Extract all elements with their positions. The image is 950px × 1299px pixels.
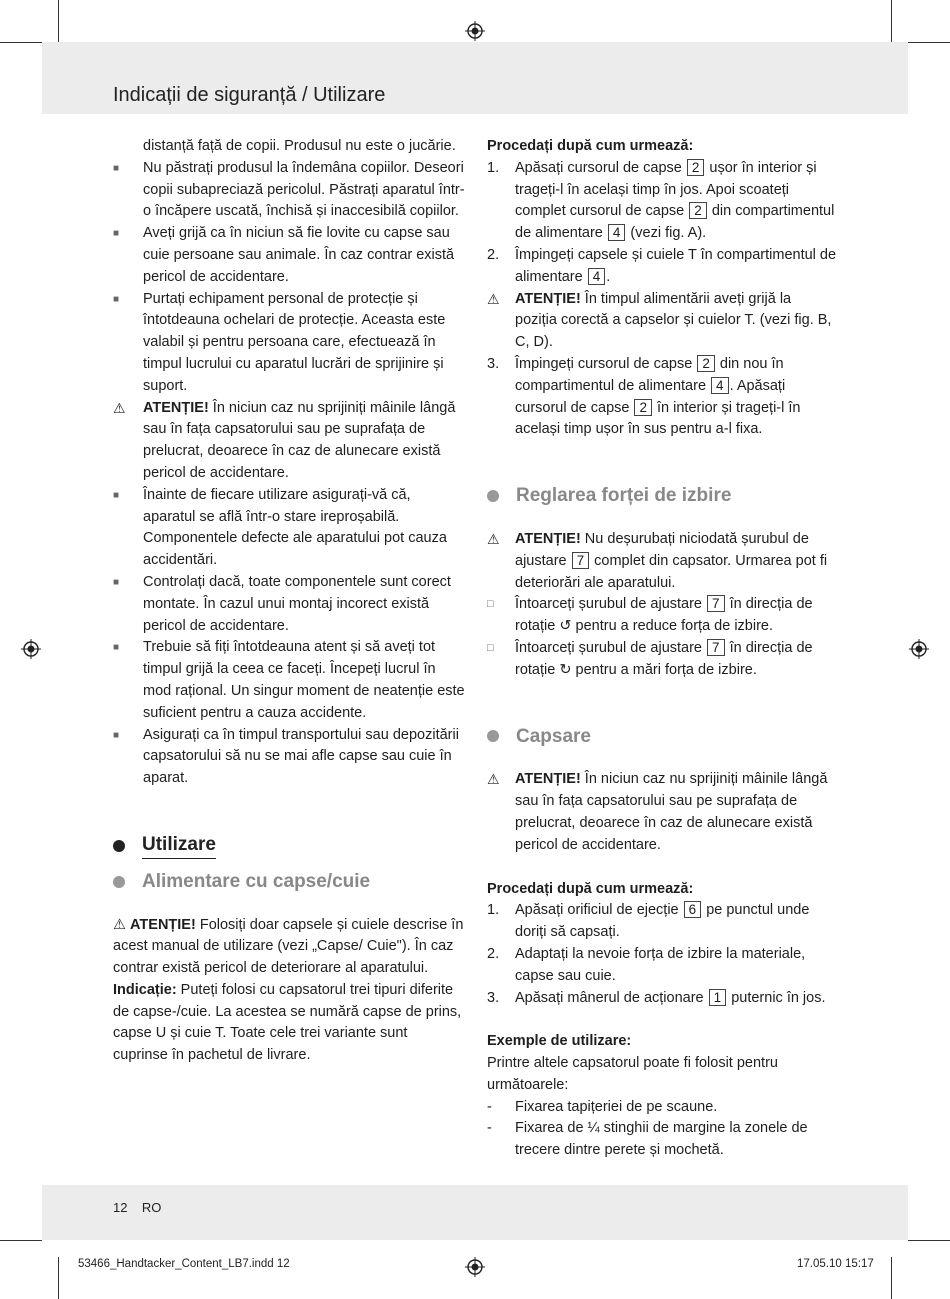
list-item: ■ Trebuie să fiți întotdeauna atent și să aveți tot timpul grijă la ceea ce faceți. Începeți lucrul în mod rațional. Un singur moment de neatenție este suficient pentru a cauza accidente. [113,637,465,724]
registration-mark-icon [465,21,485,41]
examples-intro: Printre altele capsatorul poate fi folosit pentru următoarele: [487,1055,778,1093]
part-number-box: 2 [689,202,707,219]
crop-mark [0,42,42,43]
rotate-ccw-icon: ↺ [559,618,572,635]
list-item: - Fixarea de ¼ stinghii de margine la zonele de trecere dintre perete și mochetă. [487,1118,837,1162]
square-bullet-icon: ■ [113,642,120,654]
warning-item: ⚠ ATENȚIE! Nu deșurubați niciodată șurubul de ajustare 7 complet din capsator. Urmarea pot fi deteriorări ale aparatului. [487,529,837,594]
part-number-box: 2 [687,159,705,176]
list-item: ■ Asigurați ca în timpul transportului sau depozitării capsatorului să nu se mai afle capse sau cuie în aparat. [113,725,465,790]
step-item: 3. Apăsați mânerul de acționare 1 puternic în jos. [487,989,826,1006]
square-bullet-icon: ■ [113,729,120,741]
page-title: Indicații de siguranță / Utilizare [113,84,386,106]
part-number-box: 7 [572,552,590,569]
crop-mark [58,0,59,42]
list-item: - Fixarea tapițeriei de pe scaune. [487,1097,837,1119]
step-item: 1. Apăsați cursorul de capse 2 ușor în interior și trageți-l în același timp în jos. Apoi scoateți complet cursorul de capse 2 din compartimentul de alimentare 4 (vezi fig. A). [487,159,835,242]
warning-item: ⚠ ATENȚIE! În niciun caz nu sprijiniți mâinile lângă sau în fața capsatorului sau pe suprafața de prelucrat, deoarece în caz de alunecare există pericol de accidentare. [487,769,837,856]
examples-title: Exemple de utilizare: [487,1033,632,1050]
part-number-box: 4 [711,377,729,394]
warning-item: ⚠ ATENȚIE! În timpul alimentării aveți grijă la poziția corectă a capselor și cuielor T. (vezi fig. B, C, D). [487,289,837,354]
part-number-box: 1 [709,989,727,1006]
list-item: ■ Controlați dacă, toate componentele sunt corect montate. În cazul unui montaj incorect există pericol de accidentare. [113,572,465,637]
registration-mark-icon [465,1257,485,1277]
crop-mark [891,0,892,42]
list-item: ■ Înainte de fiecare utilizare asigurați-vă că, aparatul se află într-o stare ireproșabilă. Componentele defecte ale aparatului pot cauza accidentări. [113,485,465,572]
registration-mark-icon [21,639,41,659]
warning-triangle-icon: ⚠ [487,771,500,788]
slug-timestamp: 17.05.10 15:17 [797,1258,874,1270]
step-item: 1. Apăsați orificiul de ejecție 6 pe punctul unde doriți să capsați. [487,902,810,941]
footer-band [42,1185,908,1240]
rotate-cw-icon: ↻ [559,661,572,678]
list-item: ■ Purtați echipament personal de protecție și întotdeauna ochelari de protecție. Aceasta este valabil și pentru persoana care, efectuează în timpul lucrului cu aparatul lucrări de sprijinire și suport. [113,289,465,398]
square-bullet-icon: ■ [113,162,120,174]
warning-triangle-icon: ⚠ [113,399,126,416]
warning-triangle-icon: ⚠ [487,290,500,307]
warning-triangle-icon: ⚠ [113,916,131,933]
part-number-box: 4 [588,268,606,285]
list-item: distanță față de copii. Produsul nu este o jucărie. [143,138,456,154]
list-item: ■ Aveți grijă ca în niciun să fie lovite cu capse sau cuie persoane sau animale. În caz contrar există pericol de accidentare. [113,223,465,288]
crop-mark [891,1257,892,1299]
bullet-dot-icon [487,490,499,502]
bullet-dot-icon [113,876,125,888]
checkbox-bullet-icon: □ [487,598,494,611]
procedure-title: Procedați după cum urmează: [487,880,694,897]
crop-mark [0,1240,42,1241]
crop-mark [908,42,950,43]
dash-bullet-icon: - [487,1120,492,1137]
step-item: 3. Împingeți cursorul de capse 2 din nou în compartimentul de alimentare 4 . Apăsați cursorul de capse 2 în interior și trageți-l în același timp ușor în sus pentru a-l fixa. [487,355,801,438]
bullet-dot-icon [487,730,499,742]
part-number-box: 7 [707,595,725,612]
section-heading-reglarea: Reglarea forței de izbire [487,485,837,507]
checkbox-bullet-icon: □ [487,641,494,654]
right-column [487,136,837,1162]
list-item: ■ Nu păstrați produsul la îndemâna copiilor. Deseori copii subapreciază pericolul. Păstrați aparatul într-o încăpere uscată, închisă și inaccesibilă copiilor. [113,158,465,223]
part-number-box: 7 [707,639,725,656]
procedure-title: Procedați după cum urmează: [487,138,694,154]
page-number: 12 RO [113,1200,162,1215]
square-bullet-icon: ■ [113,228,120,240]
part-number-box: 2 [634,399,652,416]
part-number-box: 6 [684,901,702,918]
square-bullet-icon: ■ [113,293,120,305]
crop-mark [908,1240,950,1241]
part-number-box: 4 [608,224,626,241]
warning-paragraph: ⚠ ATENȚIE! Folosiți doar capsele și cuiele descrise în acest manual de utilizare (vezi „Capse/ Cuie"). În caz contrar există pericol de deteriorare al aparatului. [113,916,464,977]
registration-mark-icon [909,639,929,659]
square-bullet-icon: ■ [113,489,120,501]
section-heading-utilizare: Utilizare [113,834,465,859]
bullet-dot-icon [113,840,125,852]
crop-mark [58,1257,59,1299]
note-paragraph: Indicație: Puteți folosi cu capsatorul trei tipuri diferite de capse-/cuie. La acestea se numără capse de prins, capse U și cuie T. Toate cele trei variante sunt cuprinse în pachetul de livrare. [113,981,462,1064]
slug-filename: 53466_Handtacker_Content_LB7.indd 12 [78,1258,290,1270]
section-heading-capsare: Capsare [487,726,837,748]
step-item: 2. Adaptați la nevoie forța de izbire la materiale, capse sau cuie. [487,945,806,984]
dash-bullet-icon: - [487,1098,492,1115]
warning-triangle-icon: ⚠ [487,530,500,547]
part-number-box: 2 [697,355,715,372]
left-column [113,136,465,1067]
warning-item: ⚠ ATENȚIE! În niciun caz nu sprijiniți mâinile lângă sau în fața capsatorului sau pe suprafața de prelucrat, deoarece în caz de alunecare există pericol de accidentare. [113,398,465,485]
section-heading-alimentare: Alimentare cu capse/cuie [113,871,465,893]
square-bullet-icon: ■ [113,576,120,588]
step-item: 2. Împingeți capsele și cuiele T în compartimentul de alimentare 4 . [487,246,837,285]
instruction-item: □ Întoarceți șurubul de ajustare 7 în direcția de rotație ↻ pentru a mări forța de izbire. [487,638,837,682]
instruction-item: □ Întoarceți șurubul de ajustare 7 în direcția de rotație ↺ pentru a reduce forța de izbire. [487,594,837,638]
